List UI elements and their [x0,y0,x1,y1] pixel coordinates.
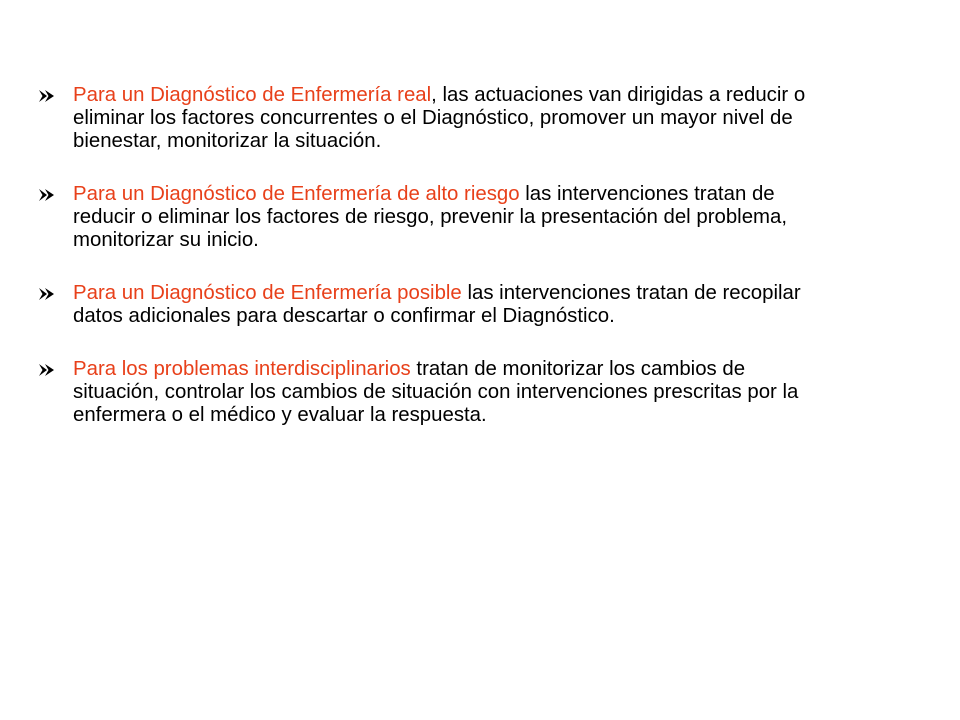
bullet-item-interdisciplinarios [38,358,828,427]
arrow-right-bullet-icon [38,362,56,378]
bullet-highlight: Para un Diagnóstico de Enfermería real [73,84,432,106]
bullet-item-posible [38,282,828,328]
bullet-item-real [38,84,828,153]
arrow-right-bullet-icon [38,187,56,203]
bullet-text: , las actuaciones van dirigidas a reducir o eliminar los factores concurrentes o el Diagnóstico, promover un mayor nivel de bienestar, monitorizar la situación. [73,84,806,152]
bullet-text: tratan de monitorizar los cambios de situación, controlar los cambios de situación con intervenciones prescritas por la enfermera o el médico y evaluar la respuesta. [73,358,799,426]
arrow-right-bullet-icon [38,88,56,104]
bullet-list [38,84,828,427]
bullet-highlight: Para un Diagnóstico de Enfermería de alto riesgo [73,183,520,205]
bullet-text: las intervenciones tratan de recopilar datos adicionales para descartar o confirmar el Diagnóstico. [73,282,801,327]
bullet-item-alto-riesgo [38,183,828,252]
bullet-text: las intervenciones tratan de reducir o eliminar los factores de riesgo, prevenir la presentación del problema, monitorizar su inicio. [73,183,788,251]
bullet-highlight: Para los problemas interdisciplinarios [73,358,411,380]
bullet-highlight: Para un Diagnóstico de Enfermería posible [73,282,462,304]
arrow-right-bullet-icon [38,286,56,302]
